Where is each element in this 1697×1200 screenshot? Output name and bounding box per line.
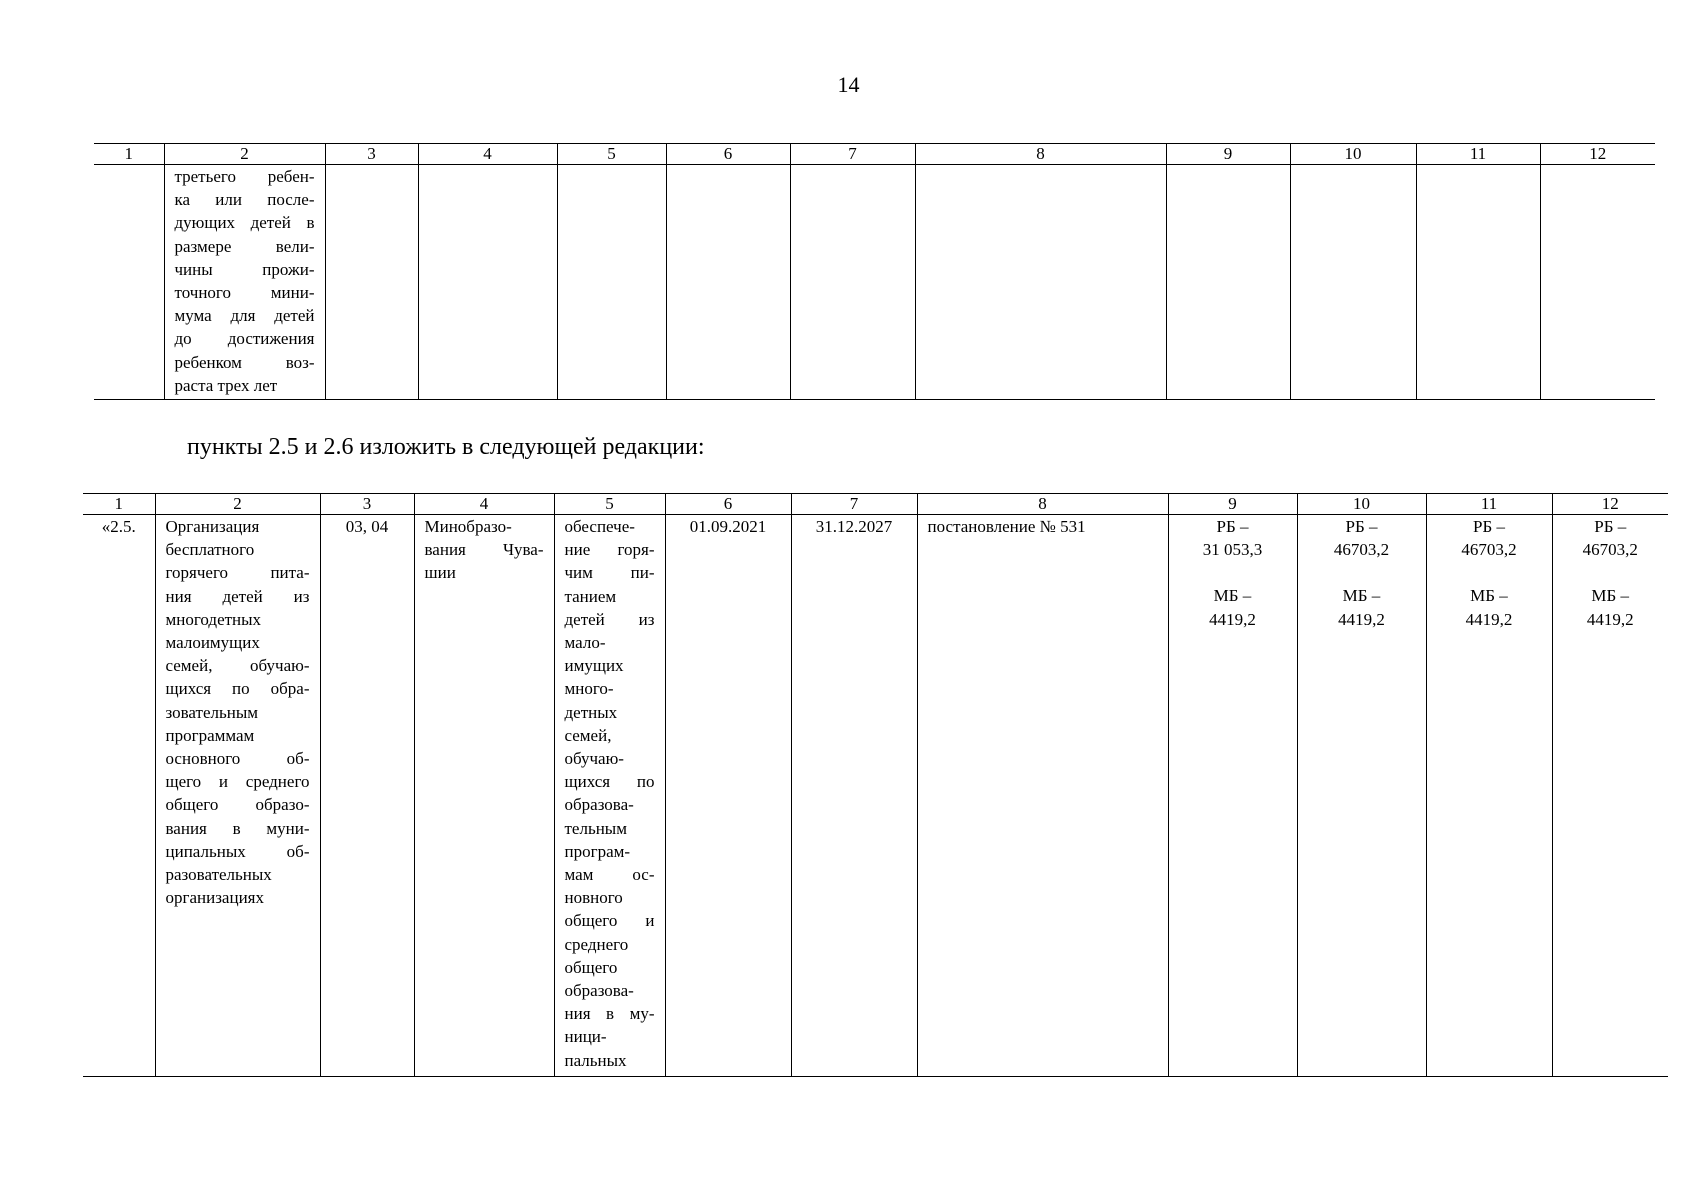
- item-number-cell: «2.5.: [83, 515, 155, 1077]
- column-header: 1: [94, 144, 164, 165]
- cell-line: точного мини-: [174, 283, 315, 303]
- funding-cell-9: [1168, 515, 1297, 1077]
- cell-line: ние горя-: [564, 540, 655, 560]
- measures-table: [83, 493, 1668, 1077]
- funding-label-rb: РБ –: [1345, 517, 1378, 536]
- funding-cell-11: [1426, 515, 1552, 1077]
- cell-line: семей,: [564, 725, 612, 745]
- cell-line: новного: [564, 888, 623, 908]
- cell-line: малоимущих: [165, 633, 260, 653]
- cell-line: обеспече-: [564, 517, 635, 536]
- funding-value-rb: 46703,2: [1461, 540, 1517, 560]
- funding-value-rb: 46703,2: [1582, 540, 1638, 560]
- cell-line: общего и: [564, 911, 655, 931]
- cell-line: многодетных: [165, 609, 262, 629]
- cell-line: пальных: [564, 1050, 627, 1070]
- cell-line: Организация: [165, 517, 260, 536]
- column-header: 4: [414, 494, 554, 515]
- funding-label-rb: РБ –: [1594, 517, 1627, 536]
- cell-line: Минобразо-: [424, 517, 512, 536]
- start-date-cell: 01.09.2021: [665, 515, 791, 1077]
- cell-line: бесплатного: [165, 540, 255, 560]
- cell-line: много-: [564, 679, 614, 699]
- funding-value-rb: 31 053,3: [1202, 540, 1263, 560]
- column-header: 5: [557, 144, 666, 165]
- cell-line: тельным: [564, 818, 627, 838]
- funding-cell-10: [1297, 515, 1426, 1077]
- cell-line: раста трех лет: [174, 375, 278, 395]
- cell-line: програм-: [564, 841, 631, 861]
- cell-line: ния в му-: [564, 1004, 655, 1024]
- cell-line: вания в муни-: [165, 818, 310, 838]
- measure-description-cell: [164, 165, 325, 400]
- table-row: [94, 165, 1655, 400]
- cell-line: дующих детей в: [174, 213, 315, 233]
- cell-line: размере вели-: [174, 236, 315, 256]
- cell-line: ния детей из: [165, 586, 310, 606]
- cell-line: мало-: [564, 633, 606, 653]
- responsible-cell: [414, 515, 554, 1077]
- cell-line: танием: [564, 586, 617, 606]
- cell-line: мума для детей: [174, 306, 315, 326]
- cell-line: вания Чува-: [424, 540, 544, 560]
- cell-line: чины прожи-: [174, 259, 315, 279]
- cell-line: щего и среднего: [165, 772, 310, 792]
- measure-name-cell: [155, 515, 320, 1077]
- funding-label-mb: МБ –: [1591, 586, 1630, 606]
- cell-line: ници-: [564, 1027, 607, 1047]
- funding-cell-12: [1552, 515, 1668, 1077]
- table-header-row: [94, 144, 1655, 165]
- column-header: 10: [1290, 144, 1416, 165]
- column-header: 1: [83, 494, 155, 515]
- cell-line: организациях: [165, 888, 264, 908]
- funding-label-rb: РБ –: [1473, 517, 1505, 536]
- column-header: 2: [164, 144, 325, 165]
- column-header: 7: [791, 494, 917, 515]
- funding-value-rb: 46703,2: [1333, 540, 1390, 560]
- table-header-row: [83, 494, 1668, 515]
- column-header: 5: [554, 494, 665, 515]
- end-date-cell: 31.12.2027: [791, 515, 917, 1077]
- column-header: 7: [790, 144, 915, 165]
- cell-line: щихся по: [564, 772, 655, 792]
- column-header: 3: [325, 144, 418, 165]
- cell-line: общего: [564, 957, 618, 977]
- cell-line: горячего пита-: [165, 563, 310, 583]
- table-row: [83, 515, 1668, 1077]
- cell-line: основного об-: [165, 749, 310, 769]
- column-header: 9: [1166, 144, 1290, 165]
- cell-line: обучаю-: [564, 749, 624, 769]
- cell-line: до достижения: [174, 329, 315, 349]
- column-header: 4: [418, 144, 557, 165]
- cell-line: ребенком воз-: [174, 352, 315, 372]
- funding-label-mb: МБ –: [1213, 586, 1252, 606]
- cell-line: шии: [424, 563, 456, 583]
- cell-line: образова-: [564, 981, 634, 1001]
- instruction-text: пункты 2.5 и 2.6 изложить в следующей редакции:: [187, 434, 705, 460]
- column-header: 12: [1552, 494, 1668, 515]
- cell-line: чим пи-: [564, 563, 655, 583]
- column-header: 9: [1168, 494, 1297, 515]
- cell-line: ципальных об-: [165, 841, 310, 861]
- cell-line: детей из: [564, 609, 655, 629]
- funding-value-mb: 4419,2: [1465, 609, 1513, 629]
- funding-value-mb: 4419,2: [1338, 609, 1385, 629]
- cell-line: мам ос-: [564, 865, 655, 885]
- cell-line: ка или после-: [174, 190, 315, 210]
- continuation-table: [94, 143, 1655, 400]
- result-cell: [554, 515, 665, 1077]
- funding-value-mb: 4419,2: [1209, 609, 1256, 629]
- page-number: 14: [837, 72, 860, 97]
- cell-line: щихся по обра-: [165, 679, 310, 699]
- column-header: 6: [666, 144, 790, 165]
- cell-line: общего образо-: [165, 795, 310, 815]
- column-header: 12: [1540, 144, 1655, 165]
- funding-label-rb: РБ –: [1216, 517, 1249, 536]
- column-header: 6: [665, 494, 791, 515]
- column-header: 8: [917, 494, 1168, 515]
- cell-line: зовательным: [165, 702, 259, 722]
- cell-line: третьего ребен-: [174, 167, 315, 186]
- column-header: 2: [155, 494, 320, 515]
- funding-label-mb: МБ –: [1470, 586, 1508, 606]
- column-header: 10: [1297, 494, 1426, 515]
- cell-line: семей, обучаю-: [165, 656, 310, 676]
- funding-label-mb: МБ –: [1342, 586, 1381, 606]
- column-header: 11: [1426, 494, 1552, 515]
- column-header: 11: [1416, 144, 1540, 165]
- cell-line: детных: [564, 702, 618, 722]
- basis-cell: постановление № 531: [917, 515, 1168, 1077]
- code-cell: 03, 04: [320, 515, 414, 1077]
- column-header: 3: [320, 494, 414, 515]
- cell-line: имущих: [564, 656, 624, 676]
- cell-line: программам: [165, 725, 255, 745]
- cell-line: разовательных: [165, 865, 272, 885]
- column-header: 8: [915, 144, 1166, 165]
- funding-value-mb: 4419,2: [1586, 609, 1634, 629]
- cell-line: образова-: [564, 795, 634, 815]
- cell-line: среднего: [564, 934, 629, 954]
